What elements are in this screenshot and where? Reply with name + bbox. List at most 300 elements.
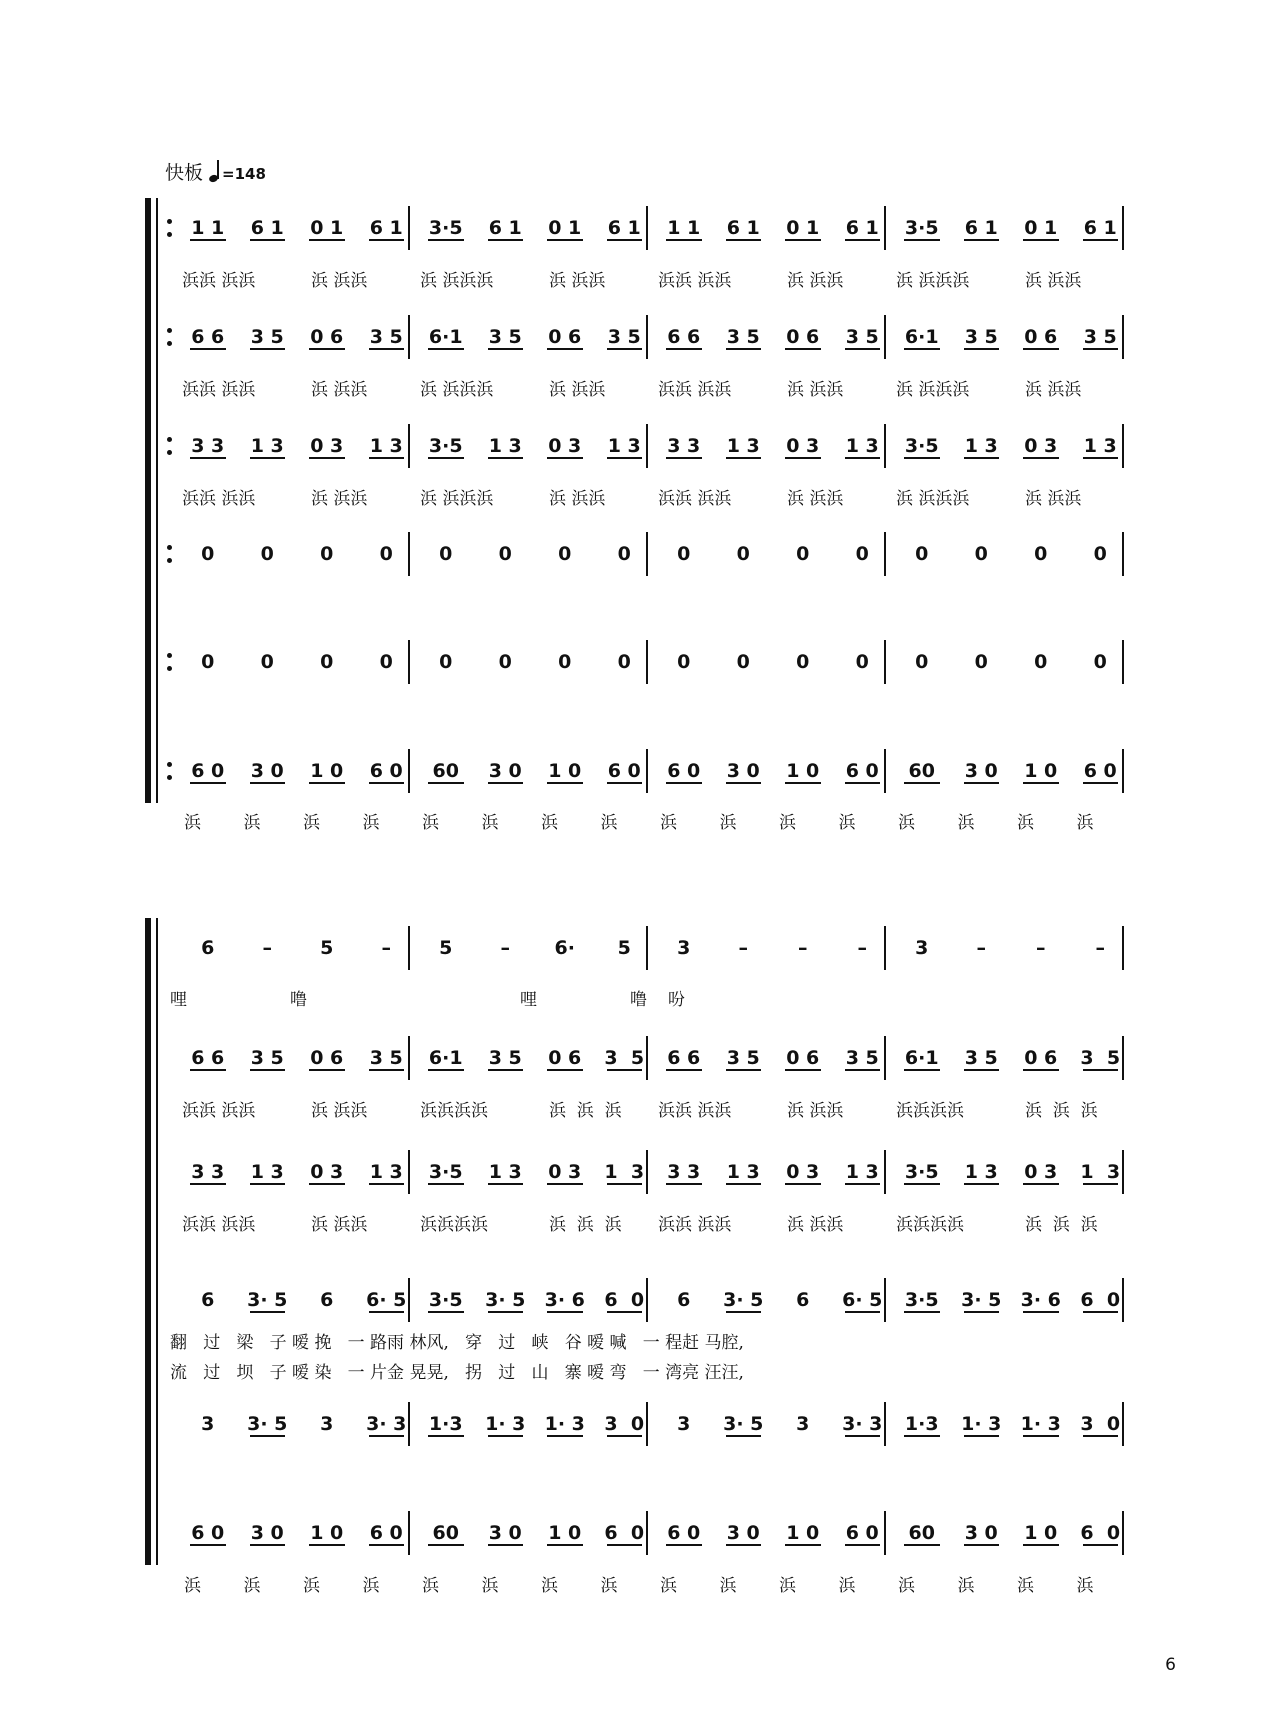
beam-line [309, 1183, 345, 1185]
lyric: 浜 浜浜 [1025, 380, 1082, 400]
beam-line [845, 782, 881, 784]
beam-line [666, 457, 702, 459]
bar-line [884, 315, 886, 359]
note-group: 0 1 [548, 217, 582, 239]
beam-line [428, 1069, 464, 1071]
lyric: 浜 [362, 813, 380, 833]
note-group: 3 5 [845, 1047, 879, 1069]
note-group: 6 0 [607, 760, 641, 782]
note-group: 6·1 [428, 1047, 463, 1069]
beam-line [607, 348, 643, 350]
beam-line [666, 1069, 702, 1071]
beam-line [1023, 348, 1059, 350]
note-group: 3 3 [667, 435, 701, 457]
lyric: 浜 [600, 1576, 618, 1596]
note-group: – [976, 937, 986, 959]
lyric: 浜浜浜浜 [420, 1215, 488, 1235]
lyric: 浜 [779, 813, 796, 833]
note-group: 1 3 [250, 1161, 284, 1183]
lyric: 浜 浜浜 [549, 380, 606, 400]
bar-line [408, 1278, 410, 1322]
beam-line [785, 239, 821, 241]
bar-line [884, 206, 886, 250]
beam-line [607, 1183, 643, 1185]
beam-line [369, 1183, 405, 1185]
lyric: 浜 [303, 813, 320, 833]
note-group: 60 [432, 1522, 459, 1544]
bar-line [1122, 315, 1124, 359]
lyric: 浜 浜浜 [311, 271, 368, 291]
lyric: 浜浜 浜浜 [182, 380, 256, 400]
note-group: 1 3 [488, 435, 522, 457]
lyric: 浜 [600, 813, 618, 833]
beam-line [785, 457, 821, 459]
note-group: 3 [796, 1413, 810, 1435]
beam-line [1023, 1069, 1059, 1071]
lyric: 浜浜浜浜 [896, 1215, 964, 1235]
note-group: 0 6 [786, 326, 820, 348]
beam-line [190, 782, 226, 784]
lyric: 浜 [422, 1576, 439, 1596]
note-group: 0 [796, 543, 810, 565]
lyric: 浜 [1076, 813, 1094, 833]
lyric: 浜 [898, 1576, 915, 1596]
note-group: 0 [1093, 651, 1107, 673]
beam-line [726, 1069, 762, 1071]
repeat-dot [167, 653, 172, 658]
note-group: 6 0 [845, 760, 879, 782]
note-group: 6 1 [250, 217, 284, 239]
beam-line [845, 1311, 881, 1313]
bar-line [1122, 1402, 1124, 1446]
lyric: 哩 [170, 990, 187, 1010]
beam-line [369, 348, 405, 350]
beam-line [726, 1435, 762, 1437]
note-group: 0 [617, 651, 631, 673]
beam-line [904, 1311, 940, 1313]
system-line [156, 918, 158, 1565]
note-group: 0 [320, 651, 334, 673]
beam-line [309, 1069, 345, 1071]
repeat-dot [167, 341, 172, 346]
bar-line [646, 1036, 648, 1080]
note-group: 0 [201, 543, 215, 565]
note-group: 6· 5 [366, 1289, 407, 1311]
bar-line [408, 1511, 410, 1555]
beam-line [190, 239, 226, 241]
note-group: 6·1 [428, 326, 463, 348]
note-group: 3· 5 [247, 1413, 288, 1435]
bar-line [646, 206, 648, 250]
note-group: 0 [974, 543, 988, 565]
note-group: 6 1 [1083, 217, 1117, 239]
beam-line [428, 239, 464, 241]
tempo-marking [165, 158, 266, 185]
note-group: 3 5 [726, 326, 760, 348]
note-group: 6 1 [726, 217, 760, 239]
beam-line [666, 348, 702, 350]
beam-line [964, 1544, 1000, 1546]
note-group: 3 0 [488, 1522, 522, 1544]
beam-line [785, 1183, 821, 1185]
note-group: 6· [554, 937, 575, 959]
note-group: – [857, 937, 867, 959]
beam-line [1083, 348, 1119, 350]
beam-line [845, 1544, 881, 1546]
note-group: 0 [558, 651, 572, 673]
note-group: 3 5 [369, 1047, 403, 1069]
beam-line [1023, 1544, 1059, 1546]
note-group: 0 6 [310, 1047, 344, 1069]
note-group: 6 1 [845, 217, 879, 239]
note-group: – [262, 937, 272, 959]
beam-line [964, 348, 1000, 350]
lyric: 浜 [957, 813, 975, 833]
beam-line [190, 1069, 226, 1071]
bar-line [884, 749, 886, 793]
note-group: 0 [915, 543, 929, 565]
note-group: 3 [677, 937, 691, 959]
note-group: 3 [915, 937, 929, 959]
repeat-dot [167, 775, 172, 780]
beam-line [964, 457, 1000, 459]
beam-line [785, 1544, 821, 1546]
note-group: 0 3 [1024, 435, 1058, 457]
note-group: 3 0 [726, 760, 760, 782]
repeat-dot [167, 232, 172, 237]
note-group: 1 3 [726, 435, 760, 457]
repeat-dot [167, 762, 172, 767]
note-group: 3 5 [369, 326, 403, 348]
beam-line [250, 1435, 286, 1437]
bar-line [1122, 1278, 1124, 1322]
beam-line [666, 1544, 702, 1546]
note-group: 0 6 [548, 1047, 582, 1069]
note-group: 3 5 [488, 326, 522, 348]
beam-line [1023, 457, 1059, 459]
bar-line [646, 926, 648, 970]
note-group: 3· 5 [723, 1289, 764, 1311]
note-group: 1 3 [726, 1161, 760, 1183]
note-group: – [1095, 937, 1105, 959]
note-group: 0 [677, 651, 691, 673]
note-group: 3·5 [904, 217, 939, 239]
note-group: 3 0 [250, 760, 284, 782]
lyric: 浜浜 浜浜 [182, 1215, 256, 1235]
note-group: – [1036, 937, 1046, 959]
note-group: 1 3 [488, 1161, 522, 1183]
note-group: 1 0 [1024, 1522, 1058, 1544]
note-group: 0 [736, 543, 750, 565]
bar-line [646, 1402, 648, 1446]
bar-line [408, 926, 410, 970]
beam-line [488, 1544, 524, 1546]
bar-line [1122, 532, 1124, 576]
beam-line [726, 1544, 762, 1546]
beam-line [250, 1311, 286, 1313]
note-group: 3· 6 [1020, 1289, 1061, 1311]
bar-line [884, 1278, 886, 1322]
note-group: 0 1 [310, 217, 344, 239]
beam-line [607, 1069, 643, 1071]
beam-line [250, 782, 286, 784]
beam-line [1083, 1069, 1119, 1071]
lyric: 浜 [481, 1576, 499, 1596]
note-group: 1 0 [786, 760, 820, 782]
note-group: 6 0 [369, 760, 403, 782]
note-group: 0 [379, 651, 393, 673]
beam-line [547, 348, 583, 350]
beam-line [547, 1435, 583, 1437]
beam-line [607, 1435, 643, 1437]
lyric: 浜 [660, 813, 677, 833]
note-group: 1 0 [310, 760, 344, 782]
beam-line [488, 1069, 524, 1071]
note-group: 0 [260, 543, 274, 565]
bar-line [884, 1402, 886, 1446]
lyric: 浜浜 浜浜 [182, 489, 256, 509]
bar-line [1122, 749, 1124, 793]
beam-line [1023, 1311, 1059, 1313]
lyric: 浜 浜浜 [311, 1215, 368, 1235]
beam-line [726, 782, 762, 784]
lyric: 浜浜 浜浜 [182, 1101, 256, 1121]
beam-line [666, 782, 702, 784]
note-group: 0 [498, 543, 512, 565]
note-group: 3 0 [1080, 1413, 1121, 1435]
beam-line [309, 1544, 345, 1546]
note-group: 6 0 [191, 760, 225, 782]
note-group: 1·3 [428, 1413, 463, 1435]
bar-line [884, 424, 886, 468]
repeat-dot [167, 450, 172, 455]
note-group: 0 [379, 543, 393, 565]
lyric: 浜 [779, 1576, 796, 1596]
beam-line [904, 1183, 940, 1185]
beam-line [964, 782, 1000, 784]
lyric: 浜 [243, 813, 261, 833]
beam-line [369, 1311, 405, 1313]
beam-line [607, 239, 643, 241]
beam-line [785, 1069, 821, 1071]
note-group: 3 5 [604, 1047, 645, 1069]
note-group: – [738, 937, 748, 959]
tempo-text: 快板 [165, 162, 204, 184]
note-group: 0 6 [548, 326, 582, 348]
lyric: 浜浜 浜浜 [658, 380, 732, 400]
beam-line [904, 348, 940, 350]
note-group: 3 5 [488, 1047, 522, 1069]
lyric: 浜 [481, 813, 499, 833]
note-group: 3 5 [250, 326, 284, 348]
beam-line [1023, 1183, 1059, 1185]
beam-line [785, 348, 821, 350]
bar-line [1122, 206, 1124, 250]
beam-line [785, 782, 821, 784]
bar-line [646, 1511, 648, 1555]
lyric: 浜 [184, 1576, 201, 1596]
note-group: 1 3 [607, 435, 641, 457]
beam-line [488, 348, 524, 350]
note-group: 3·5 [904, 435, 939, 457]
beam-line [845, 1435, 881, 1437]
beam-line [250, 239, 286, 241]
lyric: 浜 [541, 1576, 558, 1596]
note-group: 1· 3 [1020, 1413, 1061, 1435]
note-group: 0 [974, 651, 988, 673]
repeat-dot [167, 328, 172, 333]
note-group: 6·1 [904, 1047, 939, 1069]
note-group: 6 0 [1080, 1289, 1121, 1311]
bar-line [408, 640, 410, 684]
note-group: 3·5 [428, 1161, 463, 1183]
note-group: 3· 3 [842, 1413, 883, 1435]
note-group: 3 5 [1083, 326, 1117, 348]
note-group: 1· 3 [544, 1413, 585, 1435]
bar-line [646, 1278, 648, 1322]
beam-line [488, 1183, 524, 1185]
beam-line [369, 457, 405, 459]
note-group: 1 3 [845, 1161, 879, 1183]
note-group: 1 3 [845, 435, 879, 457]
note-group: 1 0 [310, 1522, 344, 1544]
bar-line [646, 315, 648, 359]
lyric: 浜浜浜浜 [420, 1101, 488, 1121]
bar-line [646, 532, 648, 576]
lyric: 浜 [1017, 1576, 1034, 1596]
lyric: 浜 [838, 1576, 856, 1596]
beam-line [488, 457, 524, 459]
note-group: 3 5 [964, 326, 998, 348]
note-group: 0 3 [548, 435, 582, 457]
beam-line [547, 1183, 583, 1185]
lyric: 浜浜浜浜 [896, 1101, 964, 1121]
note-group: 6 0 [667, 1522, 701, 1544]
note-group: 3· 3 [366, 1413, 407, 1435]
note-group: 0 6 [1024, 326, 1058, 348]
note-group: 0 6 [1024, 1047, 1058, 1069]
lyric: 浜 浜浜浜 [420, 271, 494, 291]
note-group: 6 0 [604, 1289, 645, 1311]
note-group: 3 0 [604, 1413, 645, 1435]
bar-line [884, 1036, 886, 1080]
note-group: 0 [855, 651, 869, 673]
note-group: 0 3 [1024, 1161, 1058, 1183]
note-group: 1 3 [604, 1161, 645, 1183]
note-group: 6 1 [369, 217, 403, 239]
beam-line [607, 457, 643, 459]
lyric: 浜 浜浜 [787, 380, 844, 400]
note-group: 0 3 [786, 1161, 820, 1183]
lyric: 浜 [184, 813, 201, 833]
repeat-dot [167, 558, 172, 563]
lyric: 浜 浜浜 [1025, 489, 1082, 509]
repeat-dot [167, 666, 172, 671]
lyric: 浜 浜浜 [787, 489, 844, 509]
note-group: 1·3 [904, 1413, 939, 1435]
beam-line [1083, 1311, 1119, 1313]
note-group: 1 1 [667, 217, 701, 239]
beam-line [428, 457, 464, 459]
bar-line [408, 206, 410, 250]
beam-line [547, 457, 583, 459]
bar-line [884, 1150, 886, 1194]
beam-line [845, 1183, 881, 1185]
beam-line [547, 782, 583, 784]
note-group: 0 [260, 651, 274, 673]
note-group: 0 [439, 651, 453, 673]
lyric: 哩 [520, 990, 537, 1010]
note-group: 0 [1034, 651, 1048, 673]
beam-line [1083, 1544, 1119, 1546]
lyric: 浜浜 浜浜 [658, 271, 732, 291]
note-group: 6 0 [604, 1522, 645, 1544]
beam-line [250, 348, 286, 350]
note-group: 3·5 [428, 217, 463, 239]
note-group: 3 5 [964, 1047, 998, 1069]
note-group: 0 [320, 543, 334, 565]
beam-line [488, 782, 524, 784]
note-group: 3· 6 [544, 1289, 585, 1311]
lyric: 浜 [898, 813, 915, 833]
lyric: 浜浜 浜浜 [658, 1101, 732, 1121]
note-group: 1 3 [964, 1161, 998, 1183]
note-group: 5 [320, 937, 334, 959]
lyric: 浜 [303, 1576, 320, 1596]
note-group: 3 [201, 1413, 215, 1435]
beam-line [904, 457, 940, 459]
note-group: 1· 3 [485, 1413, 526, 1435]
note-group: – [798, 937, 808, 959]
repeat-dot [167, 219, 172, 224]
beam-line [190, 457, 226, 459]
beam-line [845, 1069, 881, 1071]
note-group: 6 [201, 937, 215, 959]
bar-line [1122, 1036, 1124, 1080]
bar-line [646, 424, 648, 468]
note-group: 0 [617, 543, 631, 565]
lyric: 浜 [1017, 813, 1034, 833]
beam-line [904, 782, 940, 784]
beam-line [845, 457, 881, 459]
beam-line [1083, 457, 1119, 459]
beam-line [666, 239, 702, 241]
note-group: 6 0 [845, 1522, 879, 1544]
note-group: 0 [1093, 543, 1107, 565]
beam-line [547, 1069, 583, 1071]
beam-line [904, 1544, 940, 1546]
beam-line [428, 1435, 464, 1437]
lyric: 浜 [541, 813, 558, 833]
bar-line [1122, 1150, 1124, 1194]
bar-line [884, 1511, 886, 1555]
note-group: 3 5 [726, 1047, 760, 1069]
beam-line [904, 1069, 940, 1071]
lyric: 浜 [719, 1576, 737, 1596]
beam-line [964, 1183, 1000, 1185]
note-group: 1 0 [786, 1522, 820, 1544]
quarter-note-icon [207, 160, 221, 182]
note-group: 6 6 [191, 326, 225, 348]
lyric-verse-1: 翻 过 梁 子 嗳 挽 一 路雨 林风, 穿 过 峡 谷 嗳 喊 一 程赶 马腔, [170, 1333, 744, 1353]
beam-line [250, 457, 286, 459]
beam-line [726, 1183, 762, 1185]
beam-line [726, 239, 762, 241]
bar-line [1122, 640, 1124, 684]
beam-line [904, 1435, 940, 1437]
beam-line [369, 1544, 405, 1546]
note-group: 60 [908, 760, 935, 782]
